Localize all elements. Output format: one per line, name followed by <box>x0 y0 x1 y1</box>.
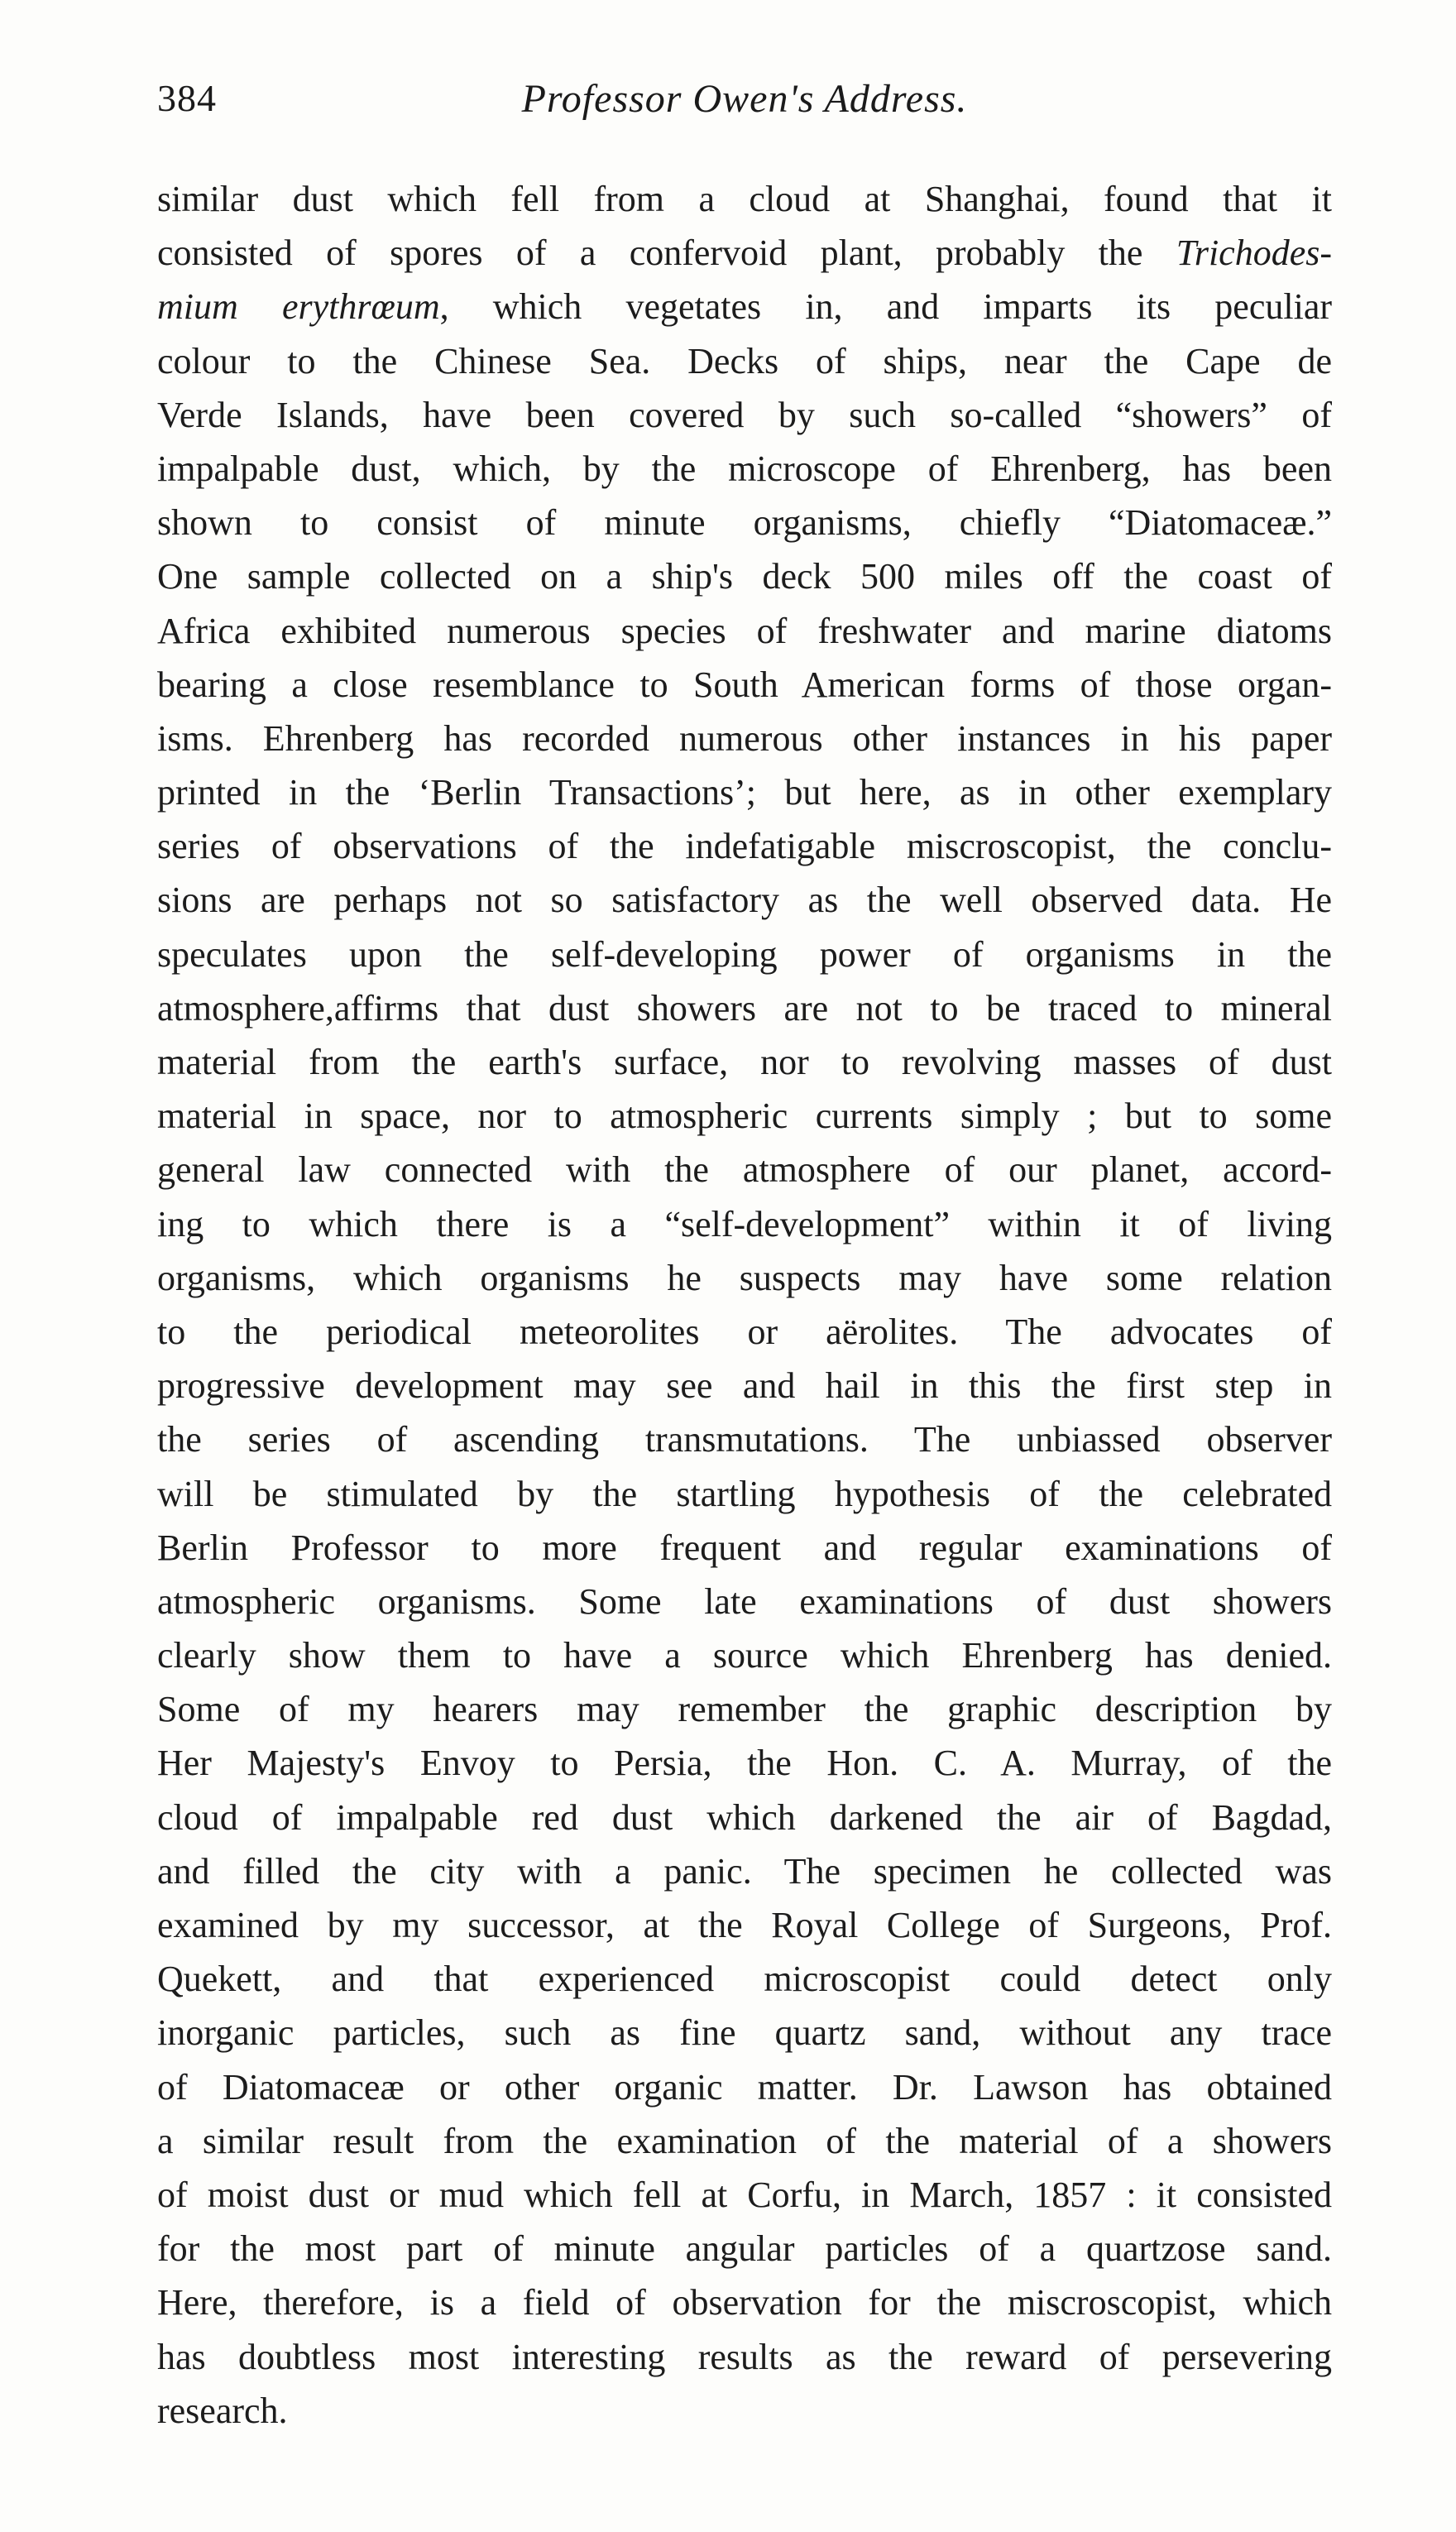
text-line: printed in the ‘Berlin Transactions’; but here, as in other exemplary <box>157 772 1332 813</box>
text-line: clearly show them to have a source which Ehrenberg has denied. <box>157 1635 1332 1676</box>
text-line: ing to which there is a “self-development” within it of living <box>157 1203 1332 1244</box>
text-line: the series of ascending transmutations. The unbiassed observer <box>157 1419 1332 1460</box>
text-line: of Diatomaceæ or other organic matter. Dr. Lawson has obtained <box>157 2066 1332 2108</box>
text-line: colour to the Chinese Sea. Decks of ships, near the Cape de <box>157 340 1332 381</box>
text-line: isms. Ehrenberg has recorded numerous other instances in his paper <box>157 717 1332 759</box>
text-line: organisms, which organisms he suspects may have some relation <box>157 1257 1332 1298</box>
running-title: Professor Owen's Address. <box>521 77 968 121</box>
text-line: and filled the city with a panic. The specimen he collected was <box>157 1850 1332 1892</box>
page-number: 384 <box>157 77 217 119</box>
italic-species-name: Trichodes- <box>1176 233 1332 274</box>
text-line: atmosphere,affirms that dust showers are not to be traced to mineral <box>157 987 1332 1029</box>
text-line: sions are perhaps not so satisfactory as the well observed data. He <box>157 880 1332 921</box>
text-line: material from the earth's surface, nor to revolving masses of dust <box>157 1042 1332 1082</box>
text-line: shown to consist of minute organisms, chiefly “Diatomaceæ.” <box>157 502 1332 544</box>
text-line: for the most part of minute angular particles of a quartzose sand. <box>157 2228 1332 2270</box>
text-line <box>157 226 1332 280</box>
text-line: a similar result from the examination of the material of a showers <box>157 2120 1332 2161</box>
text-line: Some of my hearers may remember the graphic description by <box>157 1689 1332 1730</box>
text-line: similar dust which fell from a cloud at Shanghai, found that it <box>157 179 1332 219</box>
text-line-last: research. <box>157 2390 288 2431</box>
text-line: to the periodical meteorolites or aërolites. The advocates of <box>157 1311 1332 1352</box>
text-line: examined by my successor, at the Royal College of Surgeons, Prof. <box>157 1905 1332 1945</box>
text-line: of moist dust or mud which fell at Corfu, in March, 1857 : it consisted <box>157 2174 1332 2215</box>
text-line: Berlin Professor to more frequent and regular examinations of <box>157 1527 1332 1568</box>
text-line: material in space, nor to atmospheric currents simply ; but to some <box>157 1096 1332 1137</box>
text-line: mium erythrœum, which vegetates in, and imparts its peculiar <box>157 286 1332 328</box>
text-line: bearing a close resemblance to South American forms of those organ- <box>157 664 1332 705</box>
text-line: Here, therefore, is a field of observation for the miscroscopist, which <box>157 2282 1332 2323</box>
text-line: Her Majesty's Envoy to Persia, the Hon. C. A. Murray, of the <box>157 1743 1332 1784</box>
text-line: inorganic particles, such as fine quartz sand, without any trace <box>157 2012 1332 2054</box>
body-text <box>157 172 1332 2438</box>
text-line: atmospheric organisms. Some late examinations of dust showers <box>157 1580 1332 1622</box>
text-line: has doubtless most interesting results as the reward of persevering <box>157 2336 1332 2377</box>
text-line: general law connected with the atmosphere of our planet, accord- <box>157 1149 1332 1191</box>
text-line-main: consisted of spores of a confervoid plant, probably the <box>157 233 1143 274</box>
text-line: series of observations of the indefatigable miscroscopist, the conclu- <box>157 826 1332 867</box>
text-line: Quekett, and that experienced microscopist could detect only <box>157 1959 1332 2000</box>
italic-species-name: mium erythrœum <box>157 286 440 328</box>
running-head <box>157 76 1332 126</box>
text-line: cloud of impalpable red dust which darkened the air of Bagdad, <box>157 1796 1332 1838</box>
text-line: impalpable dust, which, by the microscope of Ehrenberg, has been <box>157 448 1332 489</box>
text-line: speculates upon the self-developing power of organisms in the <box>157 933 1332 975</box>
text-line: Africa exhibited numerous species of freshwater and marine diatoms <box>157 610 1332 651</box>
text-line: One sample collected on a ship's deck 500 miles off the coast of <box>157 556 1332 597</box>
text-line: will be stimulated by the startling hypothesis of the celebrated <box>157 1473 1332 1514</box>
text-line: progressive development may see and hail in this the first step in <box>157 1365 1332 1407</box>
text-line: Verde Islands, have been covered by such so-called “showers” of <box>157 394 1332 435</box>
